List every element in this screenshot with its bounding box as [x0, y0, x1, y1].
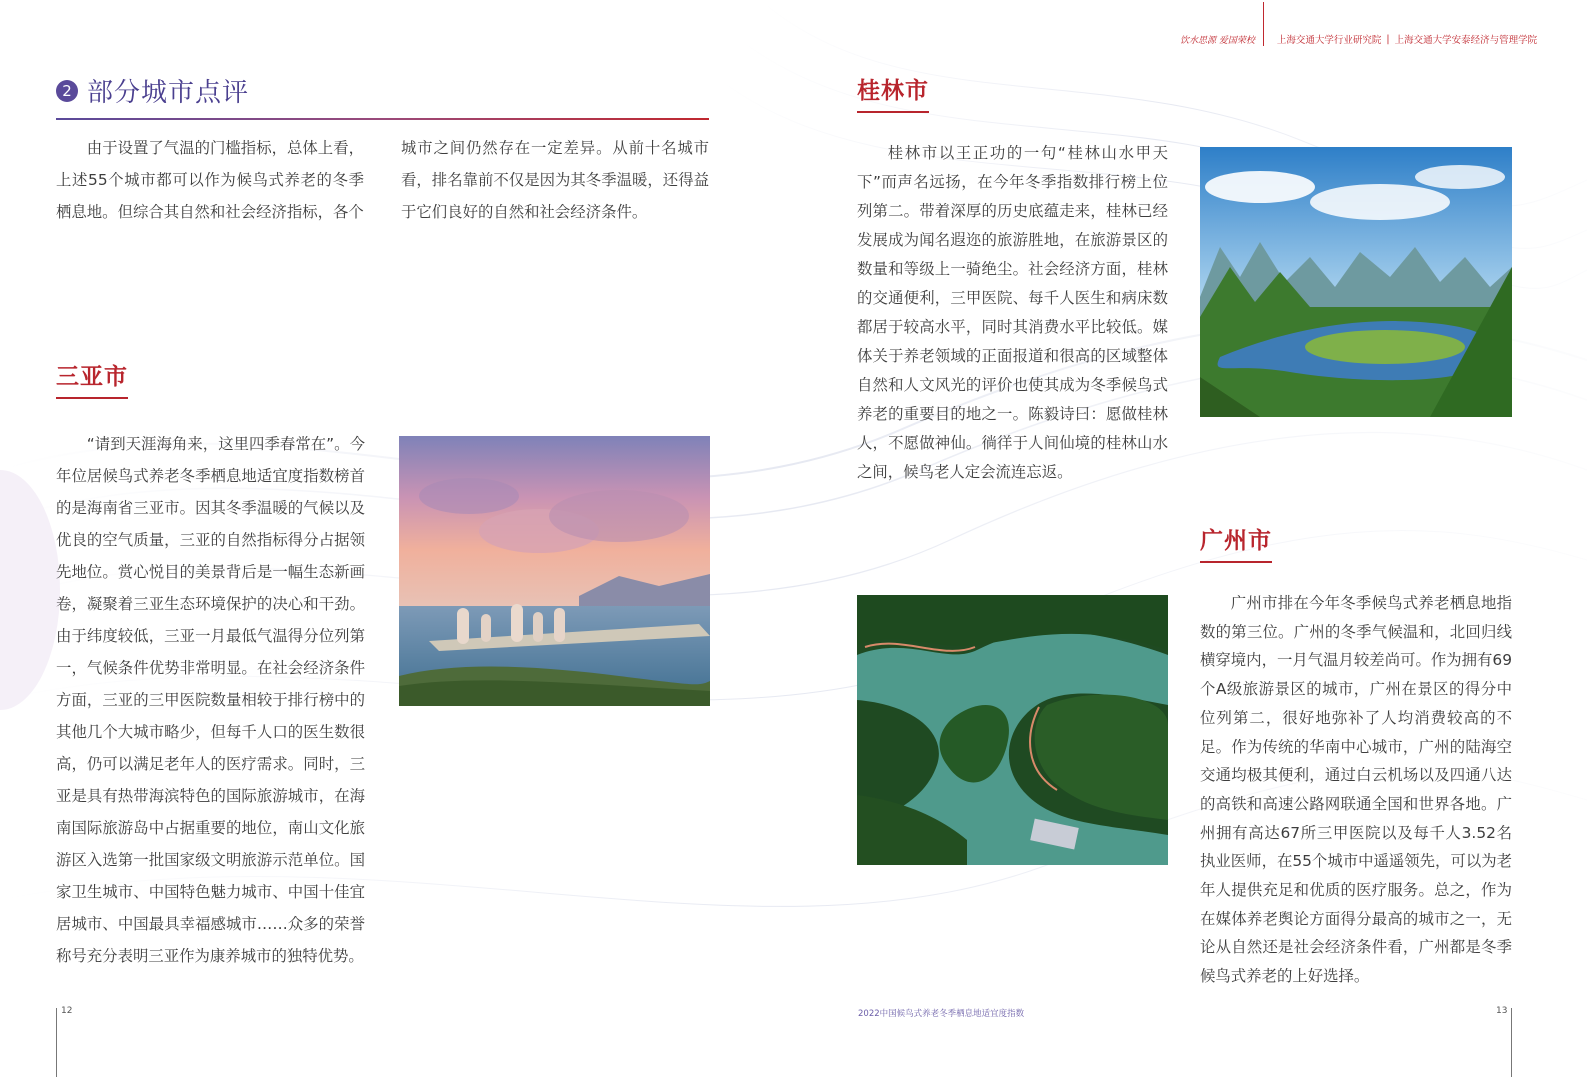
intro-column-1: 由于设置了气温的门槛指标，总体上看，上述55个城市都可以作为候鸟式养老的冬季栖息地。但综合其自然和社会经济指标，各个: [56, 139, 364, 221]
intro-column-2: 城市之间仍然存在一定差异。从前十名城市看，排名靠前不仅是因为其冬季温暖，还得益于它们良好的自然和社会经济条件。: [401, 139, 709, 221]
page-header: [1180, 32, 1537, 46]
section-underline: [56, 118, 709, 120]
section-title: 部分城市点评: [87, 78, 250, 108]
guilin-title: 桂林市: [857, 72, 929, 113]
page-number-right: 13: [1496, 1006, 1508, 1016]
guilin-heading: [857, 72, 929, 113]
header-divider: [1263, 2, 1264, 46]
guangzhou-heading: [1200, 522, 1272, 563]
header-separator: |: [1386, 33, 1390, 45]
header-institute-2: 上海交通大学安泰经济与管理学院: [1394, 35, 1538, 46]
header-slogan: 饮水思源 爱国荣校: [1180, 35, 1255, 46]
sanya-text: “请到天涯海角来，这里四季春常在”。今年位居候鸟式养老冬季栖息地适宜度指数榜首的是海南省三亚市。因其冬季温暖的气候以及优良的空气质量，三亚的自然指标得分占据领先地位。赏心悦目的美景背后是一幅生态新画卷，凝聚着三亚生态环境保护的决心和干劲。由于纬度较低，三亚一月最低气温得分位列第一，气候条件优势非常明显。在社会经济条件方面，三亚的三甲医院数量相较于排行榜中的其他几个大城市略少，但每千人口的医生数很高，仍可以满足老年人的医疗需求。同时，三亚是具有热带海滨特色的国际旅游城市，在海南国际旅游岛中占据重要的地位，南山文化旅游区入选第一批国家级文明旅游示范单位。国家卫生城市、中国特色魅力城市、中国十佳宜居城市、中国最具幸福感城市……众多的荣誉称号充分表明三亚作为康养城市的独特优势。: [56, 435, 365, 965]
section-number-badge: [56, 80, 78, 102]
section-heading: [56, 72, 249, 109]
page-number-left: 12: [61, 1006, 73, 1016]
guilin-photo: [1200, 147, 1512, 417]
section-number: 2: [62, 81, 72, 100]
guangzhou-photo: [857, 595, 1168, 865]
sanya-heading: [56, 358, 128, 399]
footer-rule-right: [1511, 1008, 1512, 1077]
sanya-photo: [399, 436, 710, 706]
guangzhou-title: 广州市: [1200, 522, 1272, 563]
footer-rule-left: [56, 1008, 57, 1077]
guangzhou-text: 广州市排在今年冬季候鸟式养老栖息地指数的第三位。广州的冬季气候温和，北回归线横穿境内，一月气温月较差尚可。作为拥有69个A级旅游景区的城市，广州在景区的得分中位列第二，很好地弥补了人均消费较高的不足。作为传统的华南中心城市，广州的陆海空交通均极其便利，通过白云机场以及四通八达的高铁和高速公路网联通全国和世界各地。广州拥有高达67所三甲医院以及每千人3.52名执业医师，在55个城市中遥遥领先，可以为老年人提供充足和优质的医疗服务。总之，作为在媒体养老舆论方面得分最高的城市之一，无论从自然还是社会经济条件看，广州都是冬季候鸟式养老的上好选择。: [1200, 594, 1513, 986]
guilin-text: 桂林市以王正功的一句“桂林山水甲天下”而声名远扬，在今年冬季指数排行榜上位列第二。带着深厚的历史底蕴走来，桂林已经发展成为闻名遐迩的旅游胜地，在旅游景区的数量和等级上一骑绝尘。社会经济方面，桂林的交通便利，三甲医院、每千人医生和病床数都居于较高水平，同时其消费水平比较低。媒体关于养老领域的正面报道和很高的区域整体自然和人文风光的评价也使其成为冬季候鸟式养老的重要目的地之一。陈毅诗曰：愿做桂林人，不愿做神仙。徜徉于人间仙境的桂林山水之间，候鸟老人定会流连忘返。: [857, 144, 1168, 481]
footer-report-title: 2022中国候鸟式养老冬季栖息地适宜度指数: [858, 1009, 1025, 1019]
header-institute-1: 上海交通大学行业研究院: [1276, 35, 1382, 46]
sanya-title: 三亚市: [56, 358, 128, 399]
